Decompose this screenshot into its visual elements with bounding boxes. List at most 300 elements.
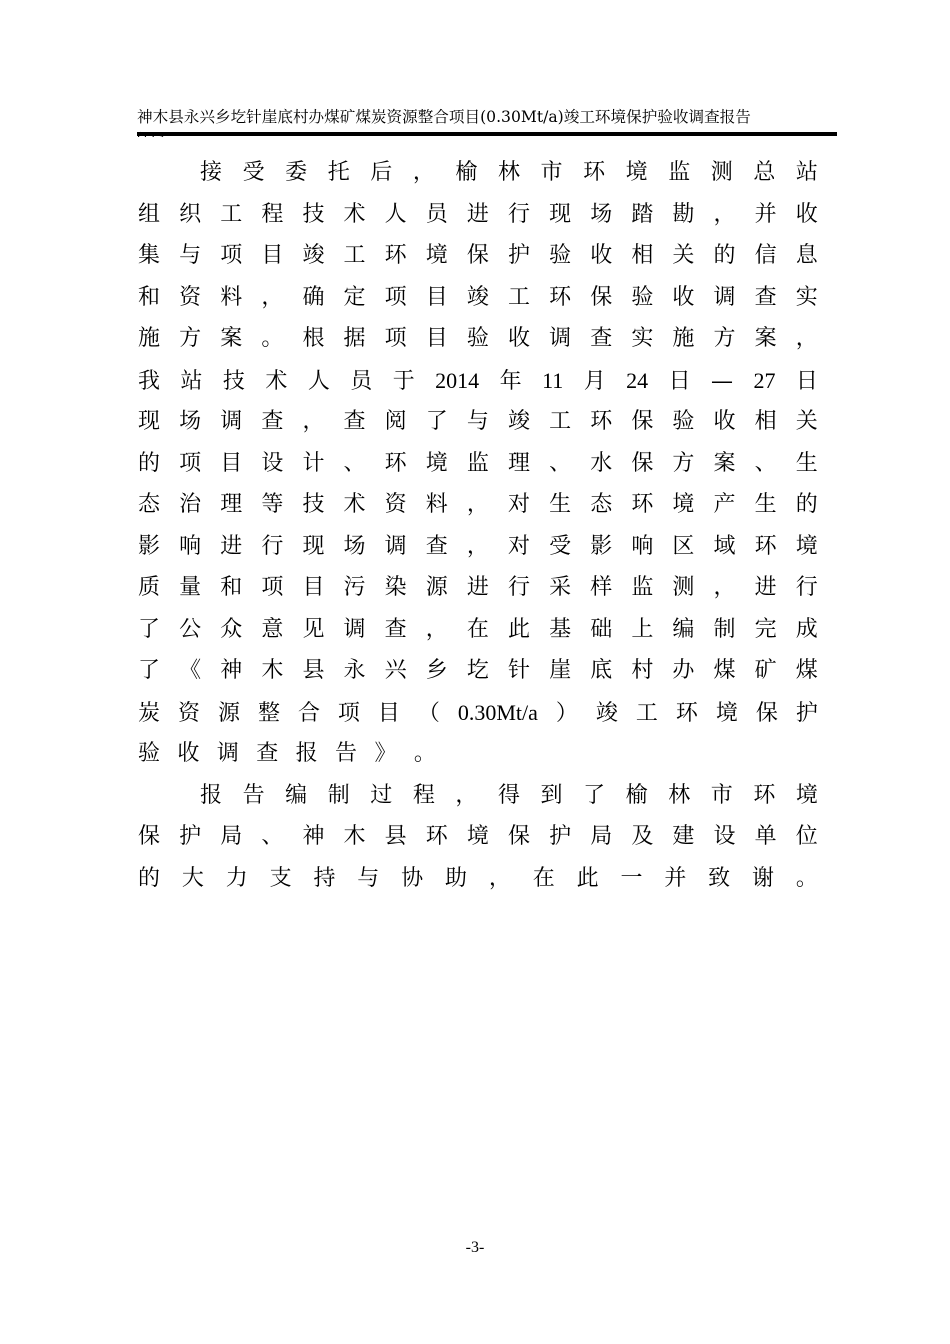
text-token: 验 <box>549 243 572 268</box>
text-line <box>138 567 818 609</box>
text-token: 整 <box>257 700 280 726</box>
text-token: 行 <box>261 533 284 559</box>
text-token: 态 <box>590 492 613 517</box>
text-line <box>138 360 818 402</box>
text-token: 收 <box>507 326 530 351</box>
text-token: ， <box>302 409 325 434</box>
page-number: -3- <box>465 1239 485 1256</box>
text-token: 24 <box>626 367 649 393</box>
text-token: 0.30Mt/a <box>457 699 538 725</box>
text-token: 2014 <box>435 367 480 393</box>
text-token: 保 <box>631 450 654 476</box>
text-token: 项 <box>384 326 407 351</box>
text-token: 息 <box>795 243 818 268</box>
text-token: 料 <box>220 284 243 310</box>
text-token: 林 <box>668 782 691 808</box>
text-line <box>138 484 818 526</box>
text-token: 大 <box>181 865 204 891</box>
text-token: — <box>711 368 734 394</box>
text-token: 与 <box>466 409 489 434</box>
text-token: 神 <box>220 658 243 683</box>
text-token: 验 <box>466 326 489 351</box>
text-token: ， <box>713 201 736 227</box>
text-token: 竣 <box>595 700 618 726</box>
text-token: 环 <box>753 782 776 808</box>
text-token: 进 <box>754 575 777 600</box>
text-token: 阅 <box>384 409 407 434</box>
text-token: 现 <box>302 533 325 559</box>
text-token: 施 <box>138 326 161 351</box>
text-token: 支 <box>269 865 292 891</box>
text-line <box>138 692 818 734</box>
text-token: 计 <box>302 450 325 476</box>
text-token: 境 <box>625 160 648 185</box>
text-line <box>138 318 818 360</box>
text-token: 现 <box>138 409 161 434</box>
text-token: 关 <box>795 409 818 434</box>
text-token: 县 <box>384 824 407 849</box>
text-token: ， <box>713 575 736 600</box>
text-token: 项 <box>337 700 360 726</box>
text-token: 技 <box>302 201 325 227</box>
text-token: ， <box>455 782 478 808</box>
text-token: 竣 <box>466 284 489 310</box>
text-token: 环 <box>754 533 777 559</box>
text-token: 查 <box>256 741 279 766</box>
text-line <box>138 650 818 692</box>
text-token: ， <box>425 616 448 642</box>
text-token: 协 <box>401 865 424 891</box>
text-token: ， <box>412 160 435 185</box>
text-token: 据 <box>343 326 366 351</box>
text-token: 针 <box>507 658 530 683</box>
text-token: 技 <box>222 368 245 394</box>
text-token: 环 <box>631 492 654 517</box>
text-token: 目 <box>425 284 448 310</box>
text-token: 项 <box>261 575 284 600</box>
text-token: 收 <box>713 409 736 434</box>
text-token: 崖 <box>549 658 572 683</box>
text-token: 响 <box>179 533 202 559</box>
text-token: 制 <box>713 616 736 642</box>
text-token: 响 <box>631 533 654 559</box>
text-token: 织 <box>179 201 202 227</box>
text-token: 目 <box>220 450 243 476</box>
text-token: 影 <box>590 533 613 559</box>
text-token: 生 <box>549 492 572 517</box>
text-token: 环 <box>583 160 606 185</box>
text-token: 资 <box>179 284 202 310</box>
text-token: 了 <box>583 782 606 808</box>
text-token: 测 <box>710 160 733 185</box>
text-token: 施 <box>672 326 695 351</box>
text-token: 收 <box>672 284 695 310</box>
text-token: ， <box>795 326 818 351</box>
text-token: 并 <box>754 201 777 227</box>
text-token: 进 <box>466 575 489 600</box>
text-token: 上 <box>631 616 654 642</box>
text-line <box>138 401 818 443</box>
text-token: 煤 <box>795 658 818 683</box>
text-token: 村 <box>631 658 654 683</box>
text-token: 竣 <box>302 243 325 268</box>
text-token: 到 <box>540 782 563 808</box>
text-token: 、 <box>549 450 572 476</box>
text-token: 监 <box>668 160 691 185</box>
text-token: 员 <box>425 201 448 227</box>
text-line <box>138 816 818 858</box>
text-token: 一 <box>620 865 643 891</box>
text-token: 榆 <box>625 782 648 808</box>
text-token: 方 <box>672 450 695 476</box>
text-token: 境 <box>795 782 818 808</box>
text-token: 行 <box>507 201 530 227</box>
text-token: 保 <box>590 284 613 310</box>
text-token: 木 <box>343 824 366 849</box>
text-token: 此 <box>576 865 599 891</box>
text-token: 术 <box>343 492 366 517</box>
text-token: 保 <box>466 243 489 268</box>
text-token: 环 <box>590 409 613 434</box>
text-token: ， <box>261 284 284 310</box>
text-token: 境 <box>672 492 695 517</box>
text-token: 查 <box>754 284 777 310</box>
text-token: 目 <box>425 326 448 351</box>
text-token: 案 <box>713 450 736 476</box>
text-token: 报 <box>200 782 223 808</box>
header-rule <box>137 132 837 136</box>
text-line <box>138 775 818 817</box>
text-token: 报 <box>295 741 318 766</box>
text-token: 木 <box>261 658 284 683</box>
text-token: 了 <box>138 658 161 683</box>
text-token: 调 <box>713 284 736 310</box>
text-token: 相 <box>631 243 654 268</box>
text-token: 项 <box>179 450 202 476</box>
text-token: 组 <box>138 201 161 227</box>
text-token: 污 <box>343 575 366 600</box>
text-token: 。 <box>795 865 818 891</box>
text-token: ， <box>466 492 489 517</box>
text-token: （ <box>417 700 440 726</box>
text-token: 采 <box>549 575 572 600</box>
text-token: 关 <box>672 243 695 268</box>
text-token: 、 <box>261 824 284 849</box>
text-token: 目 <box>377 700 400 726</box>
text-token: 后 <box>370 160 393 185</box>
text-token: 产 <box>713 492 736 517</box>
text-token: 行 <box>507 575 530 600</box>
text-token: 质 <box>138 575 161 600</box>
text-token: 验 <box>672 409 695 434</box>
text-token: 踏 <box>631 201 654 227</box>
paragraph-acknowledgement <box>138 775 818 900</box>
text-token: 基 <box>549 616 572 642</box>
text-token: 和 <box>220 575 243 600</box>
text-token: 位 <box>795 824 818 849</box>
text-token: 持 <box>313 865 336 891</box>
text-token: 在 <box>532 865 555 891</box>
text-token: 见 <box>302 616 325 642</box>
text-token: 。 <box>413 741 436 766</box>
text-line <box>138 443 818 485</box>
text-token: 境 <box>466 824 489 849</box>
text-token: 护 <box>507 243 530 268</box>
text-token: 过 <box>370 782 393 808</box>
text-token: 告 <box>242 782 265 808</box>
text-token: 目 <box>261 243 284 268</box>
text-line <box>138 609 818 651</box>
text-token: 查 <box>261 409 284 434</box>
text-token: 定 <box>343 284 366 310</box>
text-token: 与 <box>179 243 202 268</box>
text-token: 程 <box>412 782 435 808</box>
text-token: 集 <box>138 243 161 268</box>
text-token: 项 <box>220 243 243 268</box>
text-token: 接 <box>200 160 223 185</box>
text-token: 资 <box>384 492 407 517</box>
text-token: 础 <box>590 616 613 642</box>
text-token: 工 <box>220 201 243 227</box>
text-token: 神 <box>302 824 325 849</box>
text-token: 态 <box>138 492 161 517</box>
text-token: 于 <box>392 368 415 394</box>
text-token: 27 <box>753 367 776 393</box>
text-token: 案 <box>220 326 243 351</box>
text-token: 术 <box>265 368 288 394</box>
text-token: 方 <box>713 326 736 351</box>
text-token: 、 <box>343 450 366 476</box>
text-token: 区 <box>672 533 695 559</box>
text-token: 煤 <box>713 658 736 683</box>
text-token: 设 <box>713 824 736 849</box>
text-token: 勘 <box>672 201 695 227</box>
text-token: 境 <box>795 533 818 559</box>
text-token: 资 <box>177 700 200 726</box>
text-token: 确 <box>302 284 325 310</box>
text-line <box>138 277 818 319</box>
text-token: 环 <box>384 450 407 476</box>
text-token: 环 <box>549 284 572 310</box>
text-token: 项 <box>384 284 407 310</box>
text-token: 源 <box>425 575 448 600</box>
text-token: 市 <box>540 160 563 185</box>
text-token: 验 <box>138 741 161 766</box>
text-token: 护 <box>179 824 202 849</box>
text-token: 局 <box>220 824 243 849</box>
page-header <box>137 106 837 138</box>
text-token: 此 <box>507 616 530 642</box>
text-token: 完 <box>754 616 777 642</box>
text-token: 众 <box>220 616 243 642</box>
paragraph-acceptance <box>138 152 818 775</box>
text-token: 收 <box>177 741 200 766</box>
text-token: 案 <box>754 326 777 351</box>
text-token: 制 <box>327 782 350 808</box>
text-token: 环 <box>675 700 698 726</box>
text-token: 术 <box>343 201 366 227</box>
text-line <box>138 152 818 194</box>
text-token: 环 <box>425 824 448 849</box>
text-token: 谢 <box>752 865 775 891</box>
text-token: 竣 <box>507 409 530 434</box>
text-token: 圪 <box>466 658 489 683</box>
text-token: 保 <box>138 824 161 849</box>
text-token: 调 <box>216 741 239 766</box>
text-token: 林 <box>497 160 520 185</box>
text-token: 保 <box>755 700 778 726</box>
text-token: 调 <box>343 616 366 642</box>
text-token: 影 <box>138 533 161 559</box>
text-token: 工 <box>635 700 658 726</box>
text-line <box>138 526 818 568</box>
text-token: 我 <box>138 368 161 394</box>
text-token: 及 <box>631 824 654 849</box>
text-token: 在 <box>466 616 489 642</box>
text-token: 兴 <box>384 658 407 683</box>
text-token: 永 <box>343 658 366 683</box>
text-token: 护 <box>549 824 572 849</box>
text-token: 底 <box>590 658 613 683</box>
text-token: ， <box>466 533 489 559</box>
text-token: 榆 <box>455 160 478 185</box>
text-token: 理 <box>220 492 243 517</box>
text-token: ， <box>488 865 511 891</box>
text-token: 炭 <box>138 700 161 726</box>
text-token: 设 <box>261 450 284 476</box>
text-token: 《 <box>179 658 202 683</box>
text-token: 境 <box>425 243 448 268</box>
text-token: 市 <box>710 782 733 808</box>
text-token: 编 <box>285 782 308 808</box>
text-token: 人 <box>307 368 330 394</box>
text-token: 生 <box>754 492 777 517</box>
text-token: 监 <box>631 575 654 600</box>
text-token: 受 <box>549 533 572 559</box>
text-token: 保 <box>507 824 530 849</box>
body-text <box>138 152 818 899</box>
text-token: 源 <box>217 700 240 726</box>
text-token: 收 <box>590 243 613 268</box>
text-token: 了 <box>425 409 448 434</box>
text-line <box>138 194 818 236</box>
text-token: 总 <box>753 160 776 185</box>
text-token: 。 <box>261 326 284 351</box>
text-token: 办 <box>672 658 695 683</box>
text-token: 验 <box>631 284 654 310</box>
text-token: 相 <box>754 409 777 434</box>
text-token: 乡 <box>425 658 448 683</box>
text-token: 调 <box>220 409 243 434</box>
text-token: 日 <box>668 368 691 394</box>
text-token: 场 <box>179 409 202 434</box>
text-token: 受 <box>242 160 265 185</box>
text-token: 对 <box>507 533 530 559</box>
text-token: 年 <box>499 368 522 394</box>
text-token: 技 <box>302 492 325 517</box>
text-token: 编 <box>672 616 695 642</box>
text-token: 治 <box>179 492 202 517</box>
text-token: 工 <box>343 243 366 268</box>
text-token: 行 <box>795 575 818 600</box>
text-token: 站 <box>180 368 203 394</box>
text-token: 样 <box>590 575 613 600</box>
text-token: 实 <box>631 326 654 351</box>
text-token: 生 <box>795 450 818 476</box>
text-token: 保 <box>631 409 654 434</box>
text-token: 日 <box>795 368 818 394</box>
text-token: 对 <box>507 492 530 517</box>
text-token: 场 <box>590 201 613 227</box>
text-token: 单 <box>754 824 777 849</box>
text-token: 水 <box>590 450 613 476</box>
text-token: 致 <box>708 865 731 891</box>
text-line <box>138 858 818 900</box>
text-token: 调 <box>384 533 407 559</box>
text-token: 理 <box>507 450 530 476</box>
text-token: 现 <box>549 201 572 227</box>
text-token: 信 <box>754 243 777 268</box>
text-token: 委 <box>285 160 308 185</box>
text-token: 与 <box>357 865 380 891</box>
text-token: 监 <box>466 450 489 476</box>
text-token: 进 <box>220 533 243 559</box>
text-token: 员 <box>350 368 373 394</box>
text-token: 查 <box>384 616 407 642</box>
text-token: 量 <box>179 575 202 600</box>
text-token: 环 <box>384 243 407 268</box>
text-token: 域 <box>713 533 736 559</box>
text-token: 局 <box>590 824 613 849</box>
text-token: 建 <box>672 824 695 849</box>
text-token: 查 <box>425 533 448 559</box>
text-token: 公 <box>179 616 202 642</box>
text-token: 11 <box>542 367 564 393</box>
text-token: 、 <box>754 450 777 476</box>
text-token: 合 <box>297 700 320 726</box>
text-token: 人 <box>384 201 407 227</box>
text-token: 境 <box>425 450 448 476</box>
text-token: 工 <box>549 409 572 434</box>
text-token: 境 <box>715 700 738 726</box>
text-token: 县 <box>302 658 325 683</box>
text-line <box>138 733 818 775</box>
text-token: 方 <box>179 326 202 351</box>
text-token: 的 <box>795 492 818 517</box>
text-token: 助 <box>445 865 468 891</box>
text-token: 了 <box>138 616 161 642</box>
text-token: 查 <box>343 409 366 434</box>
text-token: 的 <box>713 243 736 268</box>
text-token: 程 <box>261 201 284 227</box>
text-token: 进 <box>466 201 489 227</box>
text-token: 等 <box>261 492 284 517</box>
text-token: 》 <box>374 741 397 766</box>
text-token: 查 <box>590 326 613 351</box>
text-token: 场 <box>343 533 366 559</box>
text-token: 目 <box>302 575 325 600</box>
text-token: 测 <box>672 575 695 600</box>
text-token: 根 <box>302 326 325 351</box>
text-token: 料 <box>425 492 448 517</box>
text-token: 工 <box>507 284 530 310</box>
text-token: 站 <box>795 160 818 185</box>
text-token: 的 <box>138 450 161 476</box>
text-token: ） <box>555 700 578 726</box>
text-line <box>138 235 818 277</box>
text-token: 意 <box>261 616 284 642</box>
text-token: 和 <box>138 284 161 310</box>
